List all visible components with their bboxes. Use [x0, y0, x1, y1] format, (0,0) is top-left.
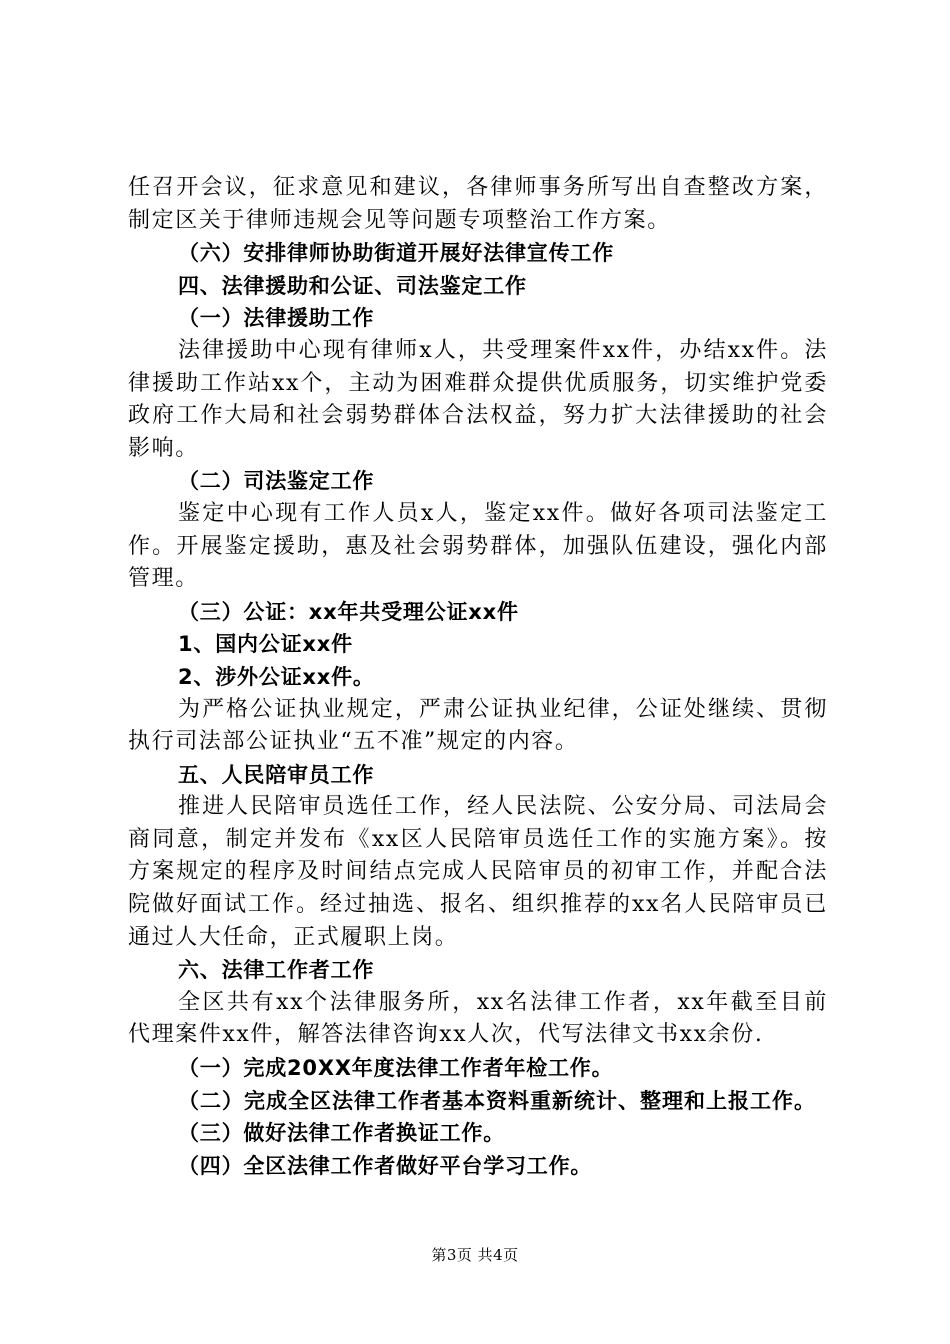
body-paragraph: 为严格公证执业规定，严肃公证执业纪律，公证处继续、贯彻执行司法部公证执业“五不准”规定的内容。	[128, 696, 828, 755]
section-heading: （四）全区法律工作者做好平台学习工作。	[178, 1153, 593, 1178]
section-heading: 四、法律援助和公证、司法鉴定工作	[178, 273, 527, 298]
section-heading: 2、涉外公证xx件。	[178, 664, 375, 689]
body-paragraph: 任召开会议，征求意见和建议，各律师事务所写出自查整改方案，制定区关于律师违规会见等问题专项整治工作方案。	[128, 175, 828, 233]
section-heading: 五、人民陪审员工作	[178, 762, 375, 787]
page-footer	[0, 1244, 950, 1265]
section-heading: （二）完成全区法律工作者基本资料重新统计、整理和上报工作。	[178, 1088, 816, 1113]
section-heading: 1、国内公证xx件	[178, 632, 353, 657]
section-heading: （一）法律援助工作	[178, 306, 375, 331]
section-heading: 六、法律工作者工作	[178, 958, 375, 983]
body-paragraph: 鉴定中心现有工作人员x人，鉴定xx件。做好各项司法鉴定工作。开展鉴定援助，惠及社会弱势群体，加强队伍建设，强化内部管理。	[128, 500, 828, 592]
body-paragraph: 全区共有xx个法律服务所，xx名法律工作者，xx年截至目前代理案件xx件，解答法律咨询xx人次，代写法律文书xx余份.	[128, 989, 828, 1048]
section-heading: （一）完成20XX年度法律工作者年检工作。	[178, 1056, 614, 1081]
body-paragraph: 法律援助中心现有律师x人，共受理案件xx件，办结xx件。法律援助工作站xx个，主动为困难群众提供优质服务，切实维护党委政府工作大局和社会弱势群体合法权益，努力扩大法律援助的社会影响。	[128, 337, 828, 461]
document-body	[128, 172, 828, 1182]
body-paragraph: 推进人民陪审员选任工作，经人民法院、公安分局、司法局会商同意，制定并发布《xx区人民陪审员选任工作的实施方案》。按方案规定的程序及时间结点完成人民陪审员的初审工作，并配合法院做好面试工作。经过抽选、报名、组织推荐的xx名人民陪审员已通过人大任命，正式履职上岗。	[128, 794, 828, 950]
section-heading: （六）安排律师协助街道开展好法律宣传工作	[178, 241, 614, 266]
section-heading: （二）司法鉴定工作	[178, 469, 375, 494]
section-heading: （三）公证：xx年共受理公证xx件	[178, 599, 519, 624]
page-number-label: 第3页 共4页	[431, 1246, 519, 1264]
section-heading: （三）做好法律工作者换证工作。	[178, 1121, 505, 1146]
